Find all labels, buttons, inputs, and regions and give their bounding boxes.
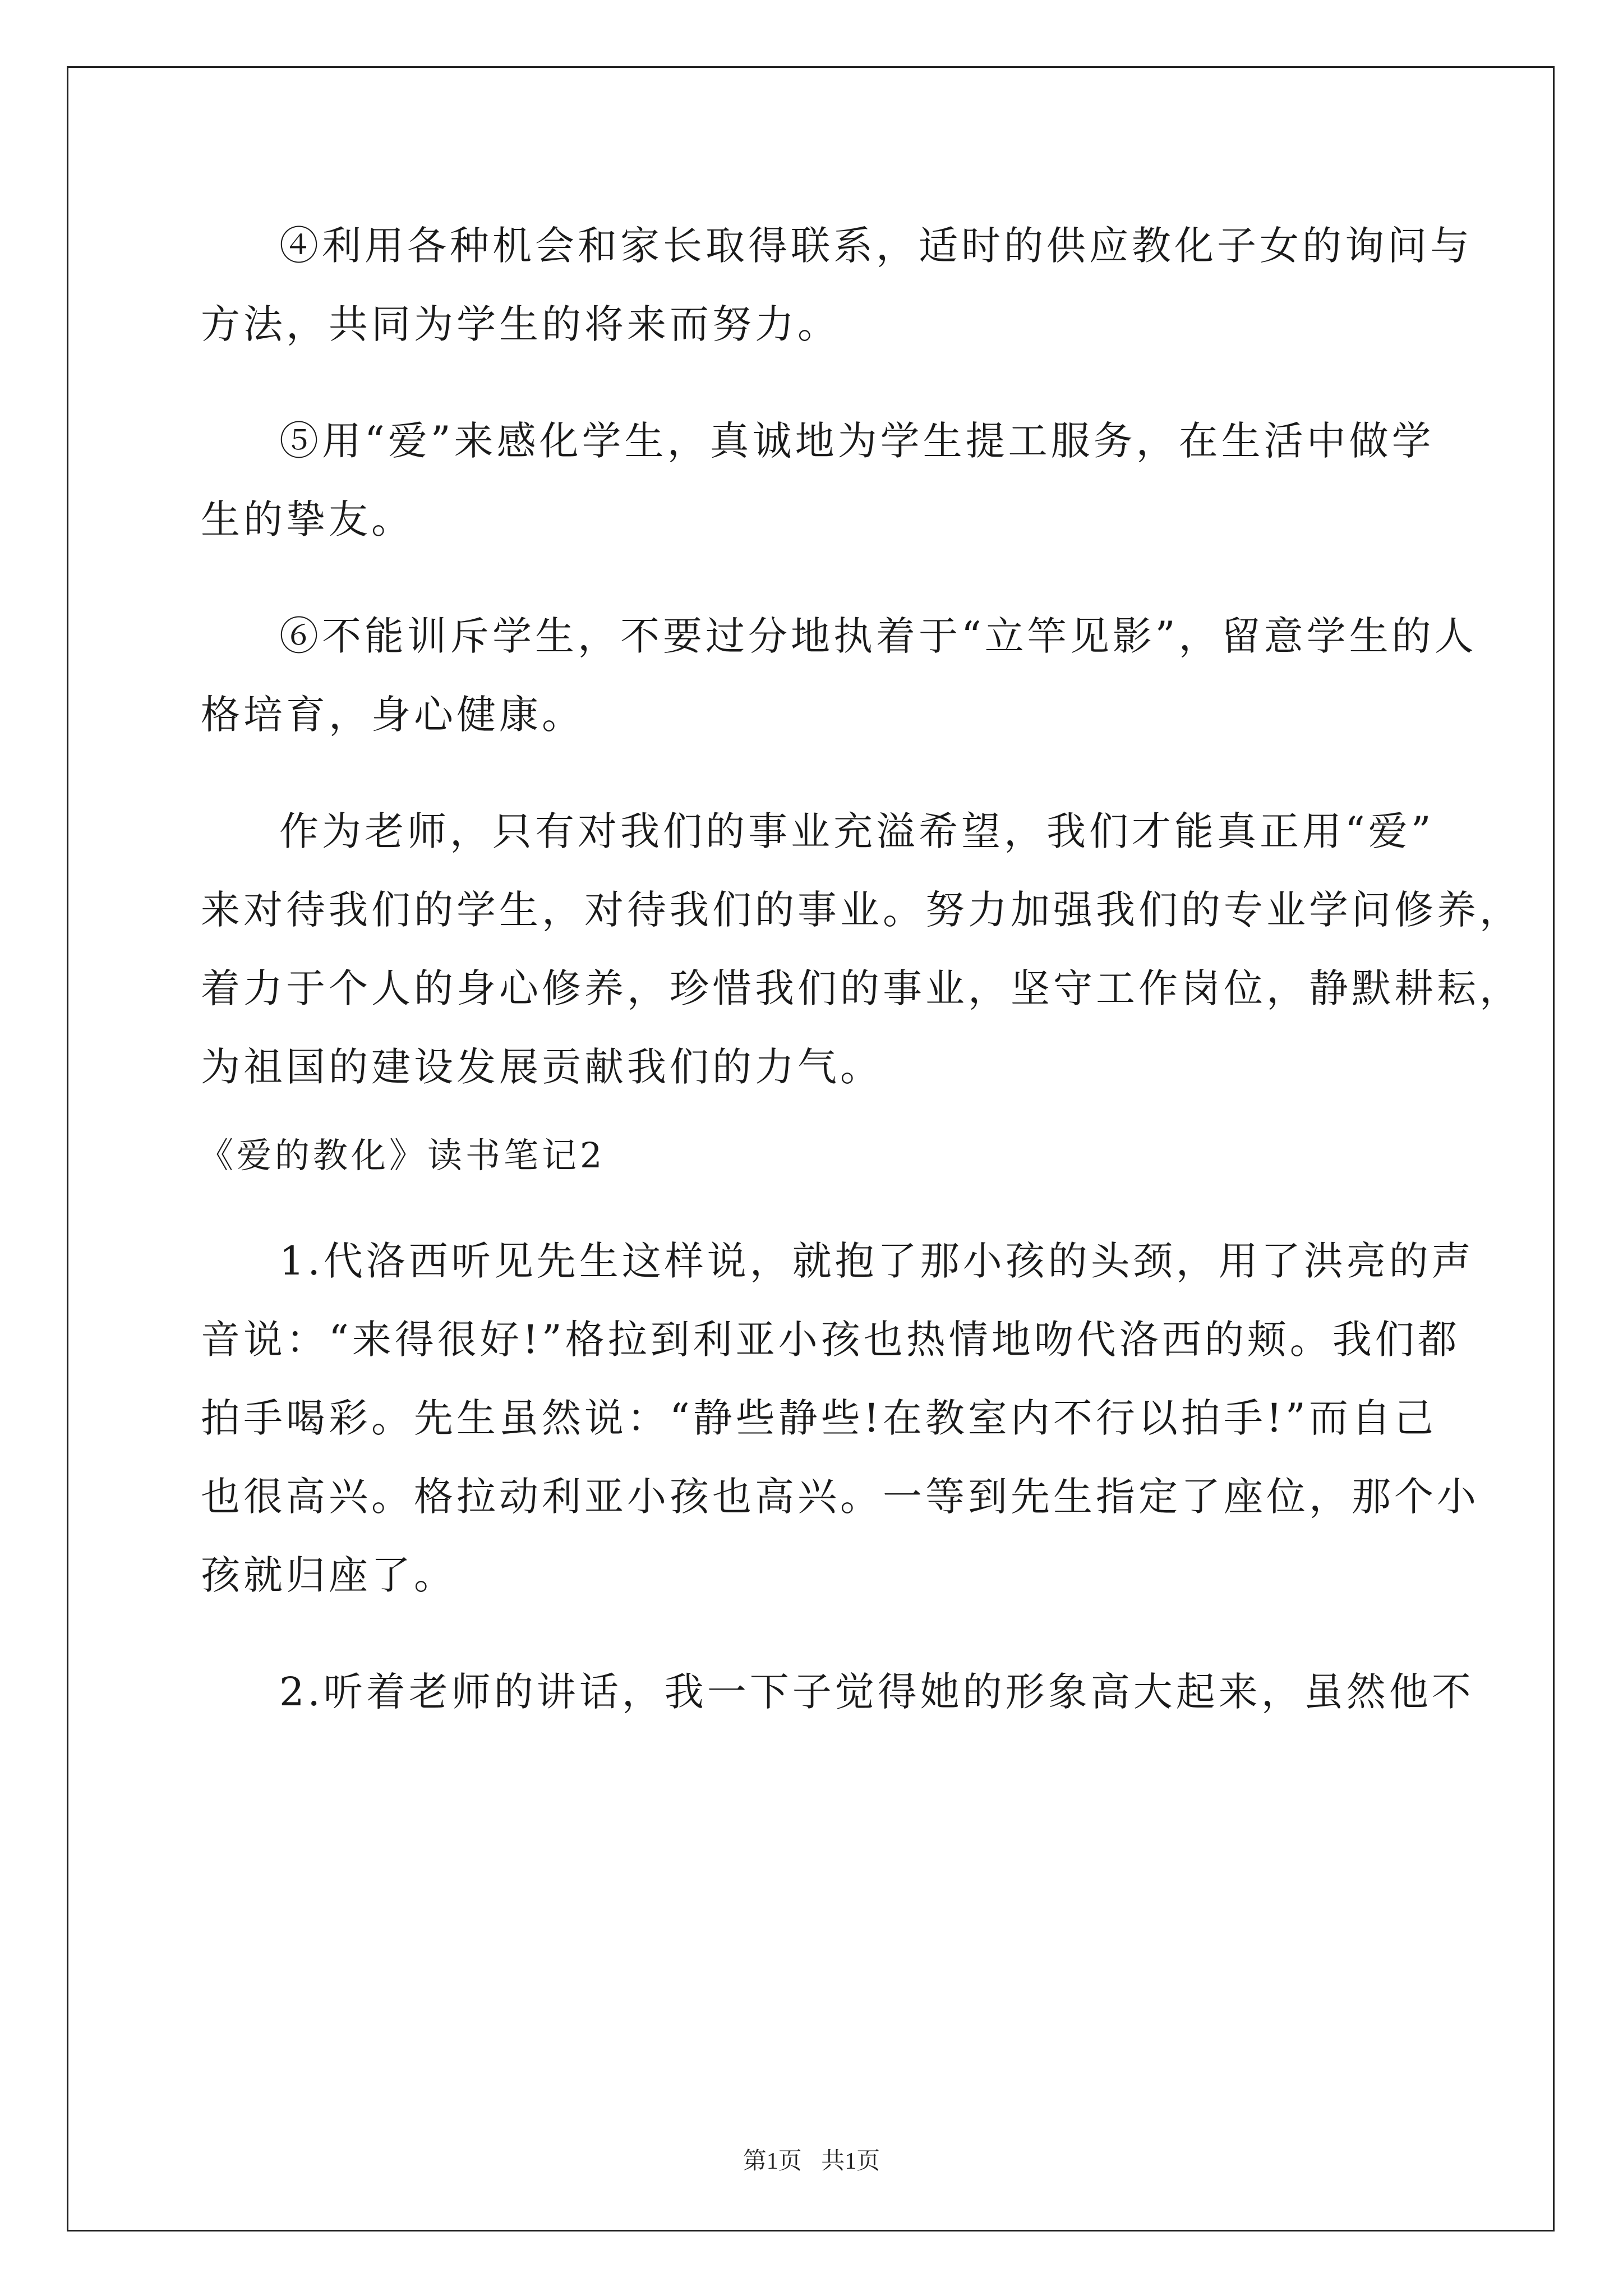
paragraph-line: 生的挚友。	[201, 496, 414, 542]
paragraph-line: 来对待我们的学生，对待我们的事业。努力加强我们的专业学问修养，	[201, 887, 1522, 933]
paragraph-line: ⑤用“爱”来感化学生，真诚地为学生提工服务，在生活中做学	[279, 418, 1435, 464]
page-number: 第1页	[743, 2148, 802, 2174]
paragraph-line: ⑥不能训斥学生，不要过分地执着于“立竿见影”，留意学生的人	[279, 613, 1477, 659]
paragraph-line: 2.听着老师的讲话，我一下子觉得她的形象高大起来，虽然他不	[279, 1669, 1474, 1715]
paragraph-line: 着力于个人的身心修养，珍惜我们的事业，坚守工作岗位，静默耕耘，	[201, 965, 1522, 1011]
paragraph-line: 方法，共同为学生的将来而努力。	[201, 301, 840, 347]
paragraph-line: 音说：“来得很好!”格拉到利亚小孩也热情地吻代洛西的颊。我们都	[201, 1317, 1460, 1363]
paragraph-line: 拍手喝彩。先生虽然说：“静些静些!在教室内不行以拍手!”而自己	[201, 1395, 1437, 1441]
paragraph-line: ④利用各种机会和家长取得联系，适时的供应教化子女的询问与	[279, 223, 1473, 269]
paragraph-line: 也很高兴。格拉动利亚小孩也高兴。一等到先生指定了座位，那个小	[201, 1474, 1479, 1520]
paragraph-line: 孩就归座了。	[201, 1552, 457, 1598]
section-heading: 《爱的教化》读书笔记2	[199, 1135, 606, 1176]
paragraph-line: 为祖国的建设发展贡献我们的力气。	[201, 1044, 883, 1090]
paragraph-line: 格培育，身心健康。	[201, 692, 584, 738]
paragraph-line: 1.代洛西听见先生这样说，就抱了那小孩的头颈，用了洪亮的声	[279, 1238, 1474, 1284]
page-footer	[0, 2147, 1623, 2175]
page-total: 共1页	[821, 2148, 880, 2174]
paragraph-line: 作为老师，只有对我们的事业充溢希望，我们才能真正用“爱”	[279, 808, 1435, 854]
